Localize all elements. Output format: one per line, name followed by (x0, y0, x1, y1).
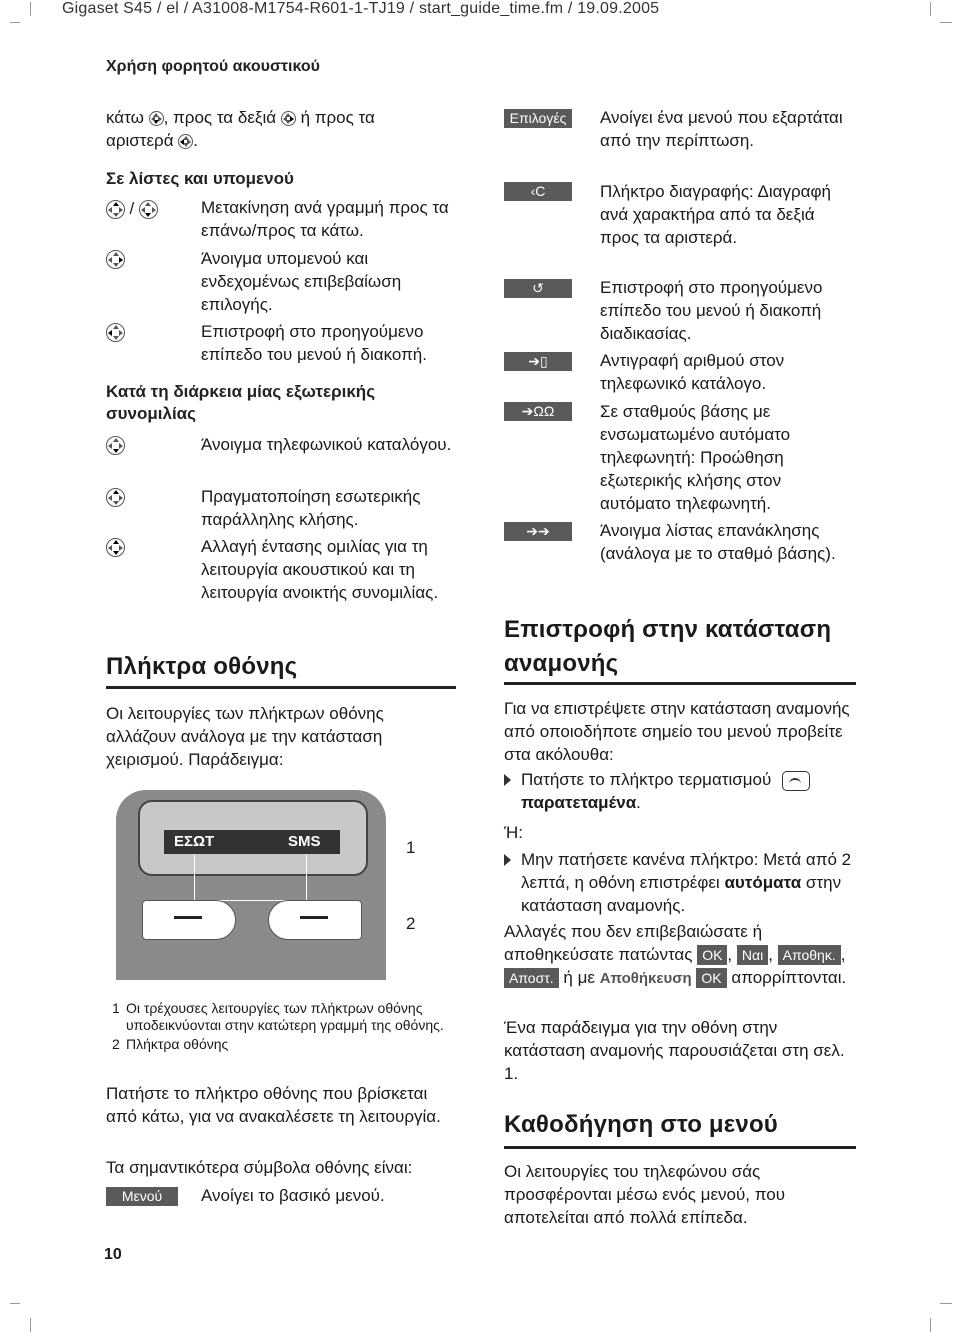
call-item-text: Πραγματοποίηση εσωτερικής παράλληλης κλήσης. (201, 487, 421, 529)
example-text: Ένα παράδειγμα για την οθόνη στην κατάσταση αναμονής παρουσιάζεται στη σελ. 1. (504, 1018, 845, 1083)
leader-line (194, 854, 195, 900)
intro-part: , προς τα δεξιά (163, 108, 277, 127)
nav-up-icon (106, 200, 125, 219)
bullet-bold: αυτόματα (724, 873, 802, 892)
bullet-arrow (504, 768, 521, 814)
crop-mark (30, 2, 43, 16)
end-call-key-icon (782, 771, 810, 791)
changes-part: απορρίπτονται. (731, 968, 847, 987)
call-item-text: Άνοιγμα τηλεφωνικού καταλόγου. (201, 435, 452, 454)
crop-mark (30, 1318, 43, 1332)
legend-item (112, 1036, 452, 1053)
bullet-text: στην κατάσταση αναμονής. (521, 873, 842, 915)
softkey-desc: Ανοίγει ένα μενού που εξαρτάται από την περίπτωση. (600, 108, 843, 150)
right-softkey[interactable] (268, 900, 362, 940)
bullet-text: Πατήστε το πλήκτρο τερματισμού (521, 770, 772, 789)
list-item-text: Άνοιγμα υπομενού και ενδεχομένως επιβεβαίωση επιλογής. (201, 249, 402, 314)
crop-mark (940, 1303, 952, 1316)
changes-part: Αλλαγές που δεν επιβεβαιώσατε ή αποθηκεύσατε πατώντας (504, 922, 763, 964)
heading-rule (504, 682, 856, 685)
left-softkey[interactable] (142, 900, 236, 940)
copy-to-directory-softkey-symbol: ➔▯ (504, 352, 572, 371)
softkey-desc: Επιστροφή στο προηγούμενο επίπεδο του μενού ή διακοπή διαδικασίας. (600, 278, 823, 343)
bullet-text: . (636, 793, 641, 812)
changes-part: ή με (563, 968, 595, 987)
nav-left-icon-wrap (106, 323, 125, 342)
options-softkey-symbol: Επιλογές (504, 109, 572, 128)
callout-1: 1 (406, 838, 416, 857)
standby-heading: Επιστροφή στην κατάσταση αναμονής (504, 616, 832, 677)
section-title: Χρήση φορητού ακουστικού (106, 58, 320, 75)
nav-right-icon (106, 250, 125, 269)
or-label: Ή: (504, 823, 523, 842)
legend-num: 2 (112, 1036, 120, 1052)
symbols-intro: Τα σημαντικότερα σύμβολα οθόνης είναι: (106, 1158, 413, 1177)
bullet-1 (504, 768, 854, 814)
nav-left-icon (106, 323, 125, 342)
softkeys-heading: Πλήκτρα οθόνης (106, 653, 298, 680)
legend-item (112, 1000, 452, 1034)
intro-part: . (193, 131, 199, 150)
right-softkey-dash (300, 916, 328, 919)
nav-down-icon (139, 200, 158, 219)
intro-part: κάτω (106, 108, 144, 127)
list-item-text: Μετακίνηση ανά γραμμή προς τα επάνω/προς τα κάτω. (201, 198, 449, 240)
list-item-text: Επιστροφή στο προηγούμενο επίπεδο του μενού ή διακοπή. (201, 322, 427, 364)
icon-separator: / (129, 199, 135, 218)
softkeys-intro: Οι λειτουργίες των πλήκτρων οθόνης αλλάζουν ανάλογα με την κατάσταση χειρισμού. Παράδειγμα: (106, 704, 384, 769)
call-item-text: Αλλαγή έντασης ομιλίας για τη λειτουργία ακουστικού και τη λειτουργία ανοικτής συνομιλίας. (201, 537, 439, 602)
nav-down-icon (106, 436, 125, 455)
legend-num: 1 (112, 1000, 120, 1016)
crop-mark (930, 1318, 943, 1332)
standby-intro: Για να επιστρέψετε στην κατάσταση αναμονής από οποιοδήποτε σημείο του μενού προβείτε στα ακόλουθα: (504, 699, 850, 764)
press-text: Πατήστε το πλήκτρο οθόνης που βρίσκεται από κάτω, για να ανακαλέσετε τη λειτουργία. (106, 1084, 441, 1126)
legend-text: Πλήκτρα οθόνης (126, 1036, 229, 1052)
nav-up-icon (106, 488, 125, 507)
redial-softkey-symbol: ➔➔ (504, 522, 572, 541)
heading-rule (106, 686, 456, 689)
document-header: Gigaset S45 / el / A31008-M1754-R601-1-TJ19 / start_guide_time.fm / 19.09.2005 (62, 0, 660, 17)
menu-guidance-heading: Καθοδήγηση στο μενού (504, 1111, 778, 1138)
softkey-label-left: ΕΣΩΤ (174, 833, 215, 850)
lists-heading: Σε λίστες και υπομενού (106, 169, 294, 188)
nav-up-icon-wrap (106, 488, 125, 507)
answering-machine-softkey-symbol: ➔ΩΩ (504, 402, 572, 421)
softkey-desc: Σε σταθμούς βάσης με ενσωματωμένο αυτόματο τηλεφωνητή: Προώθηση εξωτερικής κλήσης στον αυτόματο τηλεφωνητή. (600, 402, 791, 513)
crop-mark (10, 1303, 20, 1316)
page-number: 10 (104, 1246, 122, 1263)
left-softkey-dash (174, 916, 202, 919)
delete-softkey-symbol: ‹C (504, 182, 572, 201)
menu-softkey-text: Ανοίγει το βασικό μενού. (201, 1186, 385, 1205)
nav-down-icon (149, 111, 164, 126)
figure-legend (112, 1000, 452, 1053)
ok-softkey-inline: OK (697, 945, 727, 965)
crop-mark (940, 22, 952, 35)
callout-2: 2 (406, 914, 416, 933)
softkey-desc: Άνοιγμα λίστας επανάκλησης (ανάλογα με το σταθμό βάσης). (600, 521, 836, 563)
bullet-arrow (504, 848, 521, 917)
menu-softkey-symbol: Μενού (106, 1187, 178, 1206)
leader-line (306, 854, 307, 900)
crop-mark (930, 2, 943, 16)
legend-text: Οι τρέχουσες λειτουργίες των πλήκτρων οθόνης υποδεικνύονται στην κατώτερη γραμμή της οθόνης. (126, 1000, 444, 1033)
send-softkey-inline: Αποστ. (504, 968, 559, 988)
call-heading: Κατά τη διάρκεια μίας εξωτερικής συνομιλίας (106, 382, 376, 423)
save-softkey-inline: Αποθηκ. (778, 945, 841, 965)
nav-left-icon (178, 134, 193, 149)
back-softkey-symbol: ↺ (504, 279, 572, 298)
nav-down-icon-wrap (106, 436, 125, 455)
nav-right-icon (281, 111, 296, 126)
nav-up-down-icons (106, 199, 158, 219)
nav-updown-icon (106, 538, 125, 557)
bullet-bold: παρατεταμένα (521, 793, 637, 812)
yes-softkey-inline: Ναι (737, 945, 768, 965)
save-menu-entry: Αποθήκευση (599, 970, 692, 987)
bullet-text: Μην πατήσετε κανένα πλήκτρο: Μετά από 2 λεπτά, η οθόνη επιστρέφει (521, 850, 852, 892)
softkey-label-right: SMS (288, 833, 321, 850)
changes-text: Αλλαγές που δεν επιβεβαιώσατε ή αποθηκεύσατε πατώντας OK , Ναι , Αποθηκ. , Αποστ. ή με Αποθήκευση OK απορρίπτονται. (504, 922, 847, 987)
softkey-desc: Αντιγραφή αριθμού στον τηλεφωνικό κατάλογο. (600, 351, 785, 393)
intro-text (106, 106, 476, 152)
nav-right-icon-wrap (106, 250, 125, 269)
phone-figure (106, 790, 396, 980)
nav-updown-icon-wrap (106, 538, 125, 557)
crop-mark (10, 22, 20, 35)
ok-softkey-inline: OK (696, 968, 726, 988)
intro-part: ή προς τα (300, 108, 375, 127)
heading-rule (504, 1146, 856, 1149)
intro-part: αριστερά (106, 131, 174, 150)
bullet-2 (504, 848, 856, 917)
softkey-desc: Πλήκτρο διαγραφής: Διαγραφή ανά χαρακτήρα από τα δεξιά προς τα αριστερά. (600, 182, 831, 247)
menu-guidance-text: Οι λειτουργίες του τηλεφώνου σάς προσφέρονται μέσω ενός μενού, που αποτελείται από πολλά επίπεδα. (504, 1162, 785, 1227)
